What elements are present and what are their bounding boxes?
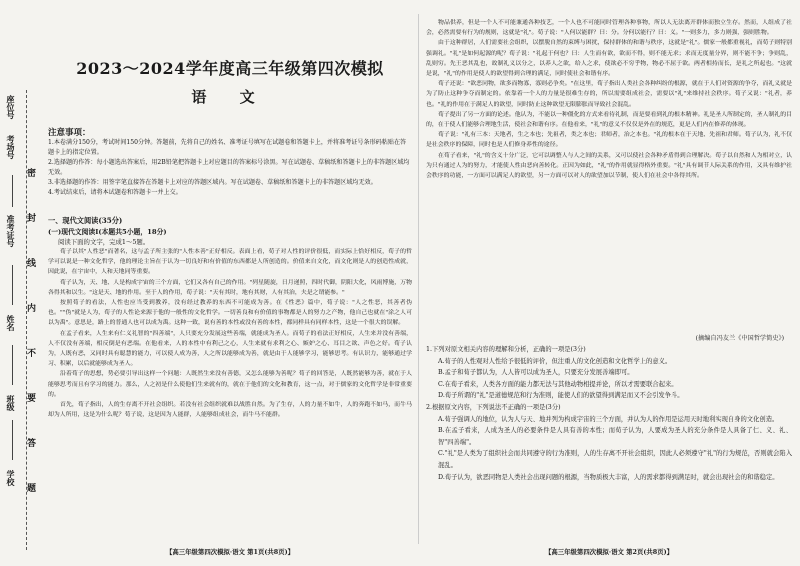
- passage-paragraph: 按照荀子的看法，人性也应当受到教养，没有经过教养的东西不可能成为善。在《性恶》篇中，荀子说："人之性恶，其善者伪也。""伪"就是人为，荀子的人性论来源于他的一般性的文化哲学。一切善良和有价值的事物都是人的努力之产物，他自己也就在"涂之人可以为禹"。意思是，路上的普通人也可以成为禹。这种一致，说有善的本性或没有善的本性，都同样具有同样本性，这是一个很大的误解。: [48, 300, 412, 327]
- question-option: C."礼"是人类为了组织社会而共同遵守的行为准则，人的生存离不开社会组织，因此人必须遵守"礼"的行为规范，否则就会陷入混乱。: [438, 450, 792, 469]
- section-heading: 一、现代文阅读(35分): [48, 216, 123, 225]
- question-option: B.在孟子看来，人成为圣人的必要条件是人具有善的本性；而荀子认为，人要成为圣人的充分条件是人具备了仁、义、礼、智"四善端"。: [438, 427, 792, 446]
- note-item: 4.考试结束后，请将本试题卷和答题卡一并上交。: [48, 189, 182, 196]
- ticket-fill-line: [12, 175, 13, 207]
- page-2: [424, 0, 794, 566]
- passage-paragraph: 沿着荀子的思想，势必要引导出这样一个问题：人既然生来没有善德，又怎么能够为善呢？荀子的回答是，人既然能够为善，就在于人能够思考而且有学习的能力。那么，人之初是什么使他们生来就有的，就在于他们的文化和教育，这一点，对于儒家的文化哲学是非常重要的。: [48, 371, 412, 398]
- source-citation: (摘编自冯友兰《中国哲学简史》): [695, 335, 784, 342]
- passage-paragraph: 荀子说："礼有三本：天地者，生之本也；先祖者，类之本也；君师者，治之本也。"礼的根本在于天地、先祖和君师。荀子认为，礼不仅是社会秩序的保障，同时也是人们修身养性的途径。: [426, 132, 792, 149]
- room-number-label: 考场号: [6, 135, 16, 159]
- passage-paragraph: 物品供养，但是一个人不可能兼通各种技艺，一个人也不可能同时管理各种事物，所以人无法离开群体而独立生存。然而，人组成了社会，必然需要有行为的规则，这就是"礼"。荀子说："人何以能群？曰：分。分何以能行？曰：义。"一则多力，多力则强，强则胜物。: [426, 20, 792, 37]
- seal-word: 答: [27, 435, 36, 450]
- seal-word: 封: [27, 210, 36, 225]
- question-list: [426, 344, 792, 483]
- page-divider: [418, 14, 419, 544]
- passage-body: [48, 247, 412, 420]
- seal-word: 题: [27, 480, 36, 495]
- passage-paragraph: 在荀子看来，"礼"的含义十分广泛，它可以调整人与人之间的关系，又可以使社会各种矛盾得到合理解决。荀子以自然和人为相对立，认为只有通过人为的努力，才能使人性由恶向善转化。正因为如此，"礼"的作用就显得格外重要。"礼"具有调节人际关系的作用，又具有维护社会秩序的功能，一方面可以满足人的欲望，另一方面可以对人的欲望加以节制，使人们在社会中各得其所。: [426, 152, 792, 180]
- notes-heading: 注意事项：: [48, 128, 91, 138]
- passage-paragraph: 由于这种群居，人们需要社会组织，以摆脱自然的束缚与困扰，保持群体的和谐与秩序，这就是"礼"。儒家一般都重视礼，而荀子则特别强调礼。"礼"是如何起源的呢？荀子说："礼起于何也？曰：人生而有欲，欲而不得，则不能无求；求而无度量分界，则不能不争；争则乱，乱则穷。先王恶其乱也，故制礼义以分之，以养人之欲，给人之求，使欲必不穷乎物，物必不屈于欲。两者相持而长，是礼之所起也。"这就是说，"礼"的作用是使人的欲望得到合理的满足，同时使社会和谐有序。: [426, 40, 792, 78]
- seal-word: 不: [27, 345, 36, 360]
- subsection-heading: (一)现代文阅读Ⅰ(本题共5小题，18分): [48, 228, 167, 236]
- name-label: 姓名: [6, 315, 16, 331]
- name-fill-line: [12, 265, 13, 305]
- class-fill-line: [12, 345, 13, 385]
- seal-word: 线: [27, 255, 36, 270]
- question-option: A.荀子强调人的地位，认为人与天、地并列为构成宇宙的三个方面，并认为人的作用是运用天时地利实现自身的文化创造。: [438, 415, 779, 423]
- passage-body-continued: [426, 18, 792, 181]
- seal-word: 要: [27, 390, 36, 405]
- page-footer: 【高三年级第四次模拟·语文 第1页(共8页)】: [165, 548, 295, 556]
- question-option: D.荀子所谓的"礼"是道德规范和行为准则，能使人们的欲望得到满足而又不会引发争斗。: [438, 392, 684, 400]
- notes-list: [48, 138, 410, 198]
- question-stem: 1.下列对原文相关内容的理解和分析，正确的一项是(3分): [426, 346, 586, 353]
- subject-title: 语 文: [191, 88, 269, 106]
- note-item: 3.非选择题的作答：用签字笔直接答在答题卡上对应的答题区域内。写在试题卷、草稿纸和答题卡上的非答题区域均无效。: [48, 179, 377, 186]
- page-footer: 【高三年级第四次模拟·语文 第2页(共8页)】: [544, 548, 674, 556]
- seal-word: 内: [27, 300, 36, 315]
- reading-instruction: 阅读下面的文字，完成1～5题。: [58, 238, 150, 246]
- note-item: 1.本卷满分150分，考试时间150分钟。答题前，先将自己的姓名、准考证号填写在试题卷和答题卡上，并将准考证号条形码粘贴在答题卡上的指定位置。: [48, 139, 407, 156]
- school-fill-line: [12, 420, 13, 460]
- question-option: D.荀子认为，欲恶同物是人类社会出现问题的根源，当物质极大丰富，人的需求都得到满足时，就会出现社会的和谐稳定。: [438, 473, 779, 481]
- class-label: 班级: [6, 395, 16, 411]
- question-option: C.在荀子看来，人类各方面的能力都无法与其他动物相提并论，所以才需要联合起来。: [438, 380, 678, 388]
- seal-word: 密: [27, 165, 36, 180]
- passage-paragraph: 首先，荀子指出，人的生存离不开社会组织。若没有社会组织就难以战胜自然。为了生存，人的力量不如牛，人的奔跑不如马，而牛马却为人所用，这是为什么呢？荀子说，这是因为人能群，人能够组成社会，而牛马不能群。: [48, 402, 412, 419]
- passage-paragraph: 在孟子看来，人生来有仁义礼智的"四善端"，人只要充分发展这些善端，就能成为圣人。而荀子的看法正好相反，人生来并没有善端，人不仅没有善端，相反倒是有恶端。在他看来，人的本性中有利己之心，人生来就有求利之心、嫉妒之心、耳目之欲、声色之好。荀子认为，人既有恶，又同时具有聪慧的能力，可以使人成为善，人之所以能够成为善，就是由于人能够学习，能够思考。有认识力，能够通过学习、积累，以后就能够成为圣人。: [48, 330, 412, 368]
- ticket-number-label: 准考证号: [6, 215, 16, 247]
- school-label: 学校: [6, 470, 16, 486]
- binding-margin: [0, 0, 38, 566]
- note-item: 2.选择题的作答：每小题选出答案后，用2B铅笔把答题卡上对应题目的答案标号涂黑。写在试题卷、草稿纸和答题卡上的非答题区域均无效。: [48, 159, 410, 176]
- passage-paragraph: 荀子提出了另一方面的论述。他认为，不能以一种僵化的方式来看待礼制，而是要看到礼的根本精神。礼是圣人所制定的，圣人制礼的目的，在于使人们能够合理地生活，使社会和谐有序。在他看来，"礼"的意义不仅仅是外在的规范，更是人们内在修养的体现。: [426, 111, 792, 129]
- passage-paragraph: 荀子以其"人性恶"而著名，这与孟子所主张的"人性本善"正好相反。表面上看，荀子对人性的评价很低，而实际上恰好相反，荀子的哲学可以说是一种文化哲学，他的理论主旨在于认为一切良好和有价值的东西都是人所创造的。价值来自文化，而文化则是人的创造性成就，因此说，在宇宙中，人和天地同等重要。: [48, 249, 412, 276]
- exam-title: 2023～2024学年度高三年级第四次模拟: [76, 59, 384, 78]
- seat-number-label: 座位号: [6, 95, 16, 119]
- question-option: A.荀子的人性观对人性给予很低的评价，但注重人的文化创造和文化哲学上的意义。: [438, 357, 672, 365]
- passage-paragraph: 荀子认为，天、地、人是构成宇宙的三个方面，它们又各有自己的作用。"列星随旋，日月递照，四时代御，阴阳大化，风雨博施，万物各得其和以生。"这是天、地的作用。至于人的作用，荀子说："天有其时，地有其财，人有其治，夫是之谓能参。": [48, 279, 412, 296]
- passage-paragraph: 荀子还说："欲恶同物，欲多而物寡，寡则必争矣。"在这里，荀子指出人类社会各种纠纷的根源，就在于人们对资源的争夺，而礼义就是为了防止这种争夺而制定的。依靠着一个人的力量是很难生存的，所以需要组成社会，需要以"礼"来维持社会秩序。荀子又说："礼者，养也。"礼的作用在于满足人的欲望，同时防止这种欲望无限膨胀而导致社会混乱。: [426, 81, 792, 108]
- page-1: [44, 0, 416, 566]
- question-option: B.孟子和荀子都认为，人人皆可以成为圣人，只要充分发展善端即可。: [438, 369, 634, 377]
- question-stem: 2.根据原文内容，下列说法不正确的一项是(3分): [426, 403, 561, 411]
